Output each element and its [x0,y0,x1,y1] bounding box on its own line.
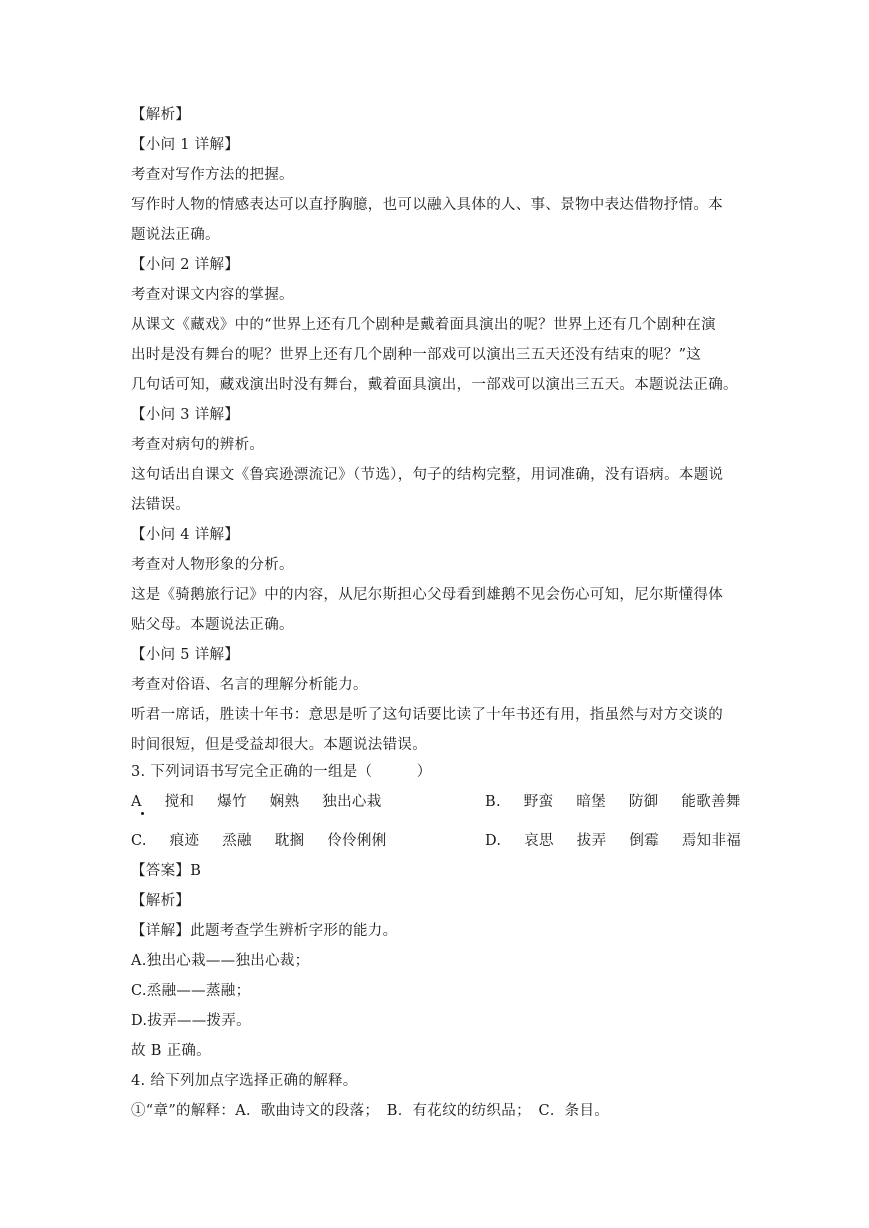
question-4-stem: 4. 给下列加点字选择正确的解释。 [131,1073,358,1089]
paragraph-line: 【详解】此题考查学生辨析字形的能力。 [131,923,398,939]
option-word: 倒霉 [629,833,659,849]
option-word: 搅和 [164,794,195,810]
option-word: 哀思 [524,833,554,849]
paragraph-line: 时间很短，但是受益却很大。本题说法错误。 [131,737,427,753]
option-word: 伶伶俐俐 [327,833,387,849]
option-c [131,831,387,851]
paragraph-line: 这句话出自课文《鲁宾逊漂流记》（节选），句子的结构完整，用词准确，没有语病。本题说 [131,467,724,483]
option-letter: D. [485,833,502,849]
subquestion-heading: 【小问 2 详解】 [131,257,240,273]
paragraph-line: D.拔弄——拨弄。 [131,1013,251,1029]
paragraph-line: 法错误。 [131,497,191,513]
paragraph-line: 故 B 正确。 [131,1043,211,1059]
option-word: 独出心栽 [322,794,382,810]
option-word: 防御 [628,794,659,810]
paragraph-line: 听君一席话，胜读十年书：意思是听了这句话要比读了十年书还有用，指虽然与对方交谈的 [131,707,723,723]
paragraph-line: 从课文《藏戏》中的“世界上还有几个剧种是戴着面具演出的呢？世界上还有几个剧种在演 [131,317,716,333]
option-word: 烝融 [222,833,252,849]
answer-line: 【答案】B [131,863,202,879]
paragraph-line: 写作时人物的情感表达可以直抒胸臆，也可以融入具体的人、事、景物中表达借物抒情。本 [131,197,723,213]
option-d [485,831,741,851]
option-word: 焉知非福 [681,833,742,849]
option-word: 拔弄 [576,833,607,849]
subquestion-heading: 【小问 3 详解】 [131,407,240,423]
paragraph-line: 考查对课文内容的掌握。 [131,287,294,303]
subquestion-heading: 【小问 5 详解】 [131,647,240,663]
option-letter: A [131,794,142,810]
option-b [485,792,741,812]
option-letter: C. [131,833,147,849]
option-word: 野蛮 [523,794,554,810]
option-word: 暗堡 [576,794,606,810]
paragraph-line: C.烝融——蒸融； [131,983,251,999]
paragraph-line: 贴父母。本题说法正确。 [131,617,294,633]
paragraph-line: ①“章”的解释：A．歌曲诗文的段落； B．有花纹的纺织品； C．条目。 [131,1103,610,1119]
option-word: 爆竹 [217,794,247,810]
option-word: 耽搁 [274,833,305,849]
paragraph-line: 考查对俗语、名言的理解分析能力。 [131,677,368,693]
option-letter: B. [485,794,501,810]
subquestion-heading: 【小问 1 详解】 [131,137,240,153]
subquestion-heading: 【小问 4 详解】 [131,527,240,543]
option-word: 娴熟 [269,794,300,810]
section-heading: 【解析】 [131,107,191,123]
option-word: 能歌善舞 [681,794,741,810]
option-word: 痕迹 [169,833,200,849]
paragraph-line: 几句话可知，藏戏演出时没有舞台，戴着面具演出，一部戏可以演出三五天。本题说法正确。 [131,377,738,393]
emphasis-dot [141,812,144,815]
paragraph-line: 出时是没有舞台的呢？世界上还有几个剧种一部戏可以演出三五天还没有结束的呢？”这 [131,347,702,363]
paragraph-line: 这是《骑鹅旅行记》中的内容，从尼尔斯担心父母看到雄鹅不见会伤心可知，尼尔斯懂得体 [131,587,723,603]
paragraph-line: 考查对人物形象的分析。 [131,557,294,573]
option-a [131,792,382,812]
paragraph-line: 题说法正确。 [131,227,220,243]
paragraph-line: 考查对病句的辨析。 [131,437,265,453]
paragraph-line: A.独出心栽——独出心裁； [131,953,310,969]
question-3-stem: 3. 下列词语书写完全正确的一组是（ ） [131,764,432,780]
paragraph-line: 考查对写作方法的把握。 [131,167,294,183]
section-heading: 【解析】 [131,893,191,909]
